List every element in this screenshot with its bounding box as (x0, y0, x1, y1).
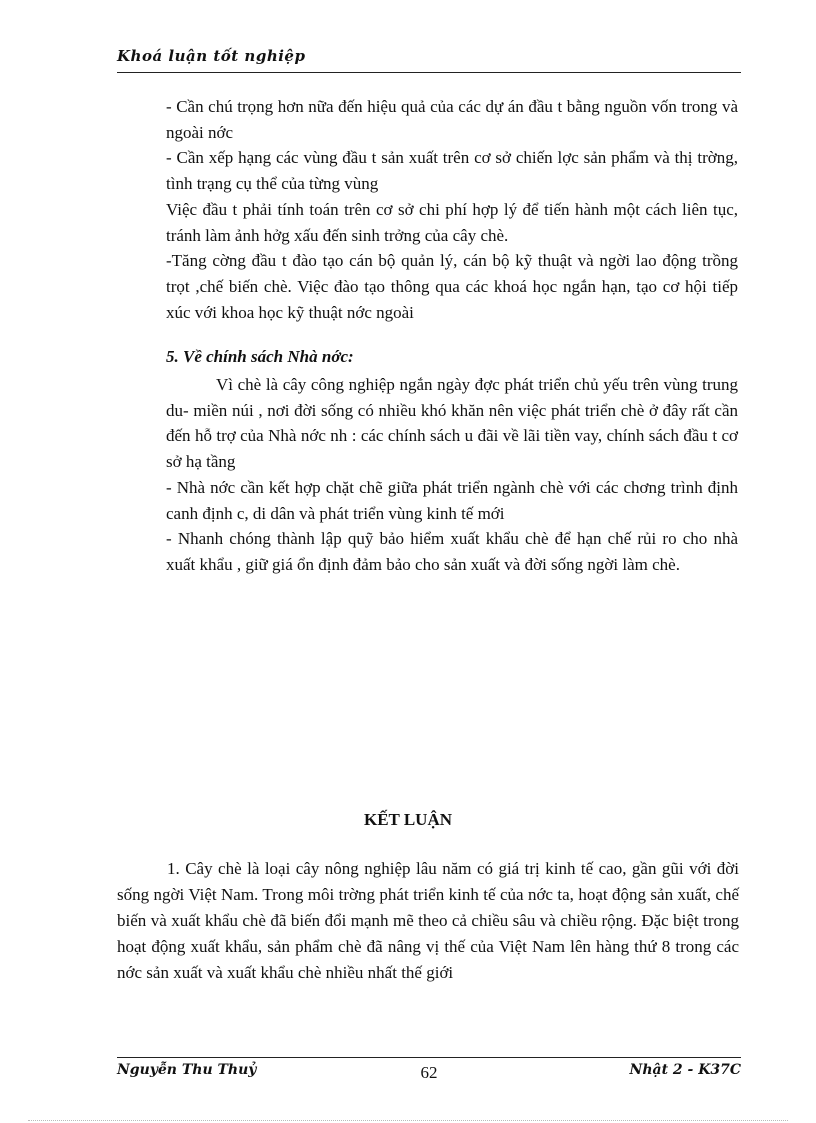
section5-paragraph: - Nhanh chóng thành lập quỹ bảo hiểm xuất khẩu chè để hạn chế rủi ro cho nhà xuất khẩu , giữ giá ổn định đảm bảo cho sản xuất và đời sống ngời làm chè. (166, 529, 738, 574)
body-paragraph: Việc đầu t phải tính toán trên cơ sở chi phí hợp lý để tiến hành một cách liên tục, tránh làm ảnh hởg xấu đến sinh trởng của cây chè. (166, 199, 738, 245)
footer-rule (117, 1057, 741, 1058)
section5-text (166, 372, 738, 578)
conclusion-title: KẾT LUẬN (363, 810, 452, 829)
page-number: 62 (420, 1063, 438, 1082)
body-paragraph: -Tăng cờng đầu t đào tạo cán bộ quản lý, cán bộ kỹ thuật và ngời lao động trồng trọt ,chế biến chè. Việc đào tạo thông qua các khoá học ngắn hạn, tạo cơ hội tiếp xúc với khoa học kỹ thuật nớc ngoài (166, 251, 738, 322)
header-rule (117, 72, 741, 73)
header-title: Khoá luận tốt nghiệp (117, 47, 306, 65)
page-header (117, 47, 741, 66)
body-paragraph: - Cần chú trọng hơn nữa đến hiệu quả của các dự án đầu t bằng nguồn vốn trong và ngoài nớc (166, 97, 738, 142)
footer-class: Nhật 2 - K37C (629, 1062, 741, 1078)
page-edge-divider (28, 1120, 788, 1121)
conclusion-paragraph: 1. Cây chè là loại cây nông nghiệp lâu năm có giá trị kinh tế cao, gần gũi với đời sống ngời Việt Nam. Trong môi trờng phát triển kinh tế của nớc ta, hoạt động sản xuất, chế biến và xuất khẩu chè đã biến đổi mạnh mẽ theo cả chiều sâu và chiều rộng. Đặc biệt trong hoạt động xuất khẩu, sản phẩm chè đã nâng vị thế của Việt Nam lên hàng thứ 8 trong các nớc sản xuất và xuất khẩu chè nhiều nhất thế giới (117, 859, 739, 982)
page-footer (117, 1062, 741, 1082)
body-paragraph: - Cần xếp hạng các vùng đầu t sản xuất trên cơ sở chiến lợc sản phẩm và thị trờng, tình trạng cụ thể của từng vùng (166, 148, 738, 194)
conclusion-text (117, 856, 739, 986)
section-heading: 5. Về chính sách Nhà nớc: (166, 347, 354, 366)
body-text (166, 94, 738, 325)
section5-paragraph: - Nhà nớc cần kết hợp chặt chẽ giữa phát triển ngành chè với các chơng trình định canh định c, di dân và phát triển vùng kinh tế mới (166, 477, 738, 523)
section5-paragraph: Vì chè là cây công nghiệp ngắn ngày đợc phát triển chủ yếu trên vùng trung du- miền núi , nơi đời sống có nhiều khó khăn nên việc phát triển chè ở đây rất cần đến hỗ trợ của Nhà nớc nh : các chính sách u đãi về lãi tiền vay, chính sách đầu t cơ sở hạ tầng (166, 375, 738, 472)
footer-author: Nguyễn Thu Thuỷ (117, 1062, 257, 1078)
